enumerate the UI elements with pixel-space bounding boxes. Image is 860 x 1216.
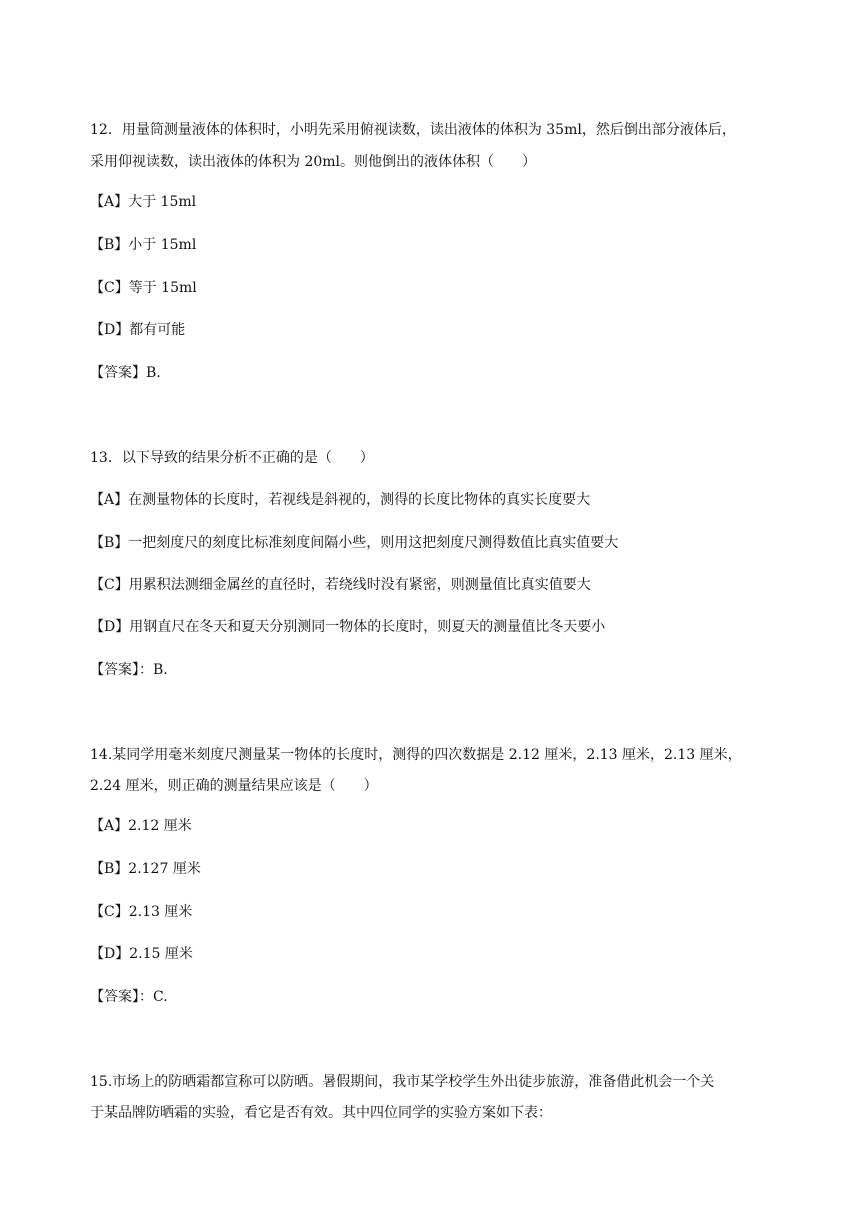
q14-option-b: 【B】2.127 厘米 [90, 861, 201, 877]
q14-stem-line-2: 2.24 厘米，则正确的测量结果应该是（ ） [90, 778, 378, 794]
q15-stem-line-2: 于某品牌防晒霜的实验，看它是否有效。其中四位同学的实验方案如下表： [90, 1105, 552, 1121]
q12-option-b: 【B】小于 15ml [90, 237, 197, 253]
q13-stem-line-1: 13．以下导致的结果分析不正确的是（ ） [90, 450, 374, 466]
q12-stem-line-1: 12．用量筒测量液体的体积时，小明先采用俯视读数，读出液体的体积为 35ml，然后倒出部分液体后， [90, 122, 736, 138]
q13-answer: 【答案】：B. [90, 662, 168, 678]
q12-option-d: 【D】都有可能 [90, 322, 186, 338]
q14-option-d: 【D】2.15 厘米 [90, 946, 193, 962]
q14-option-a: 【A】2.12 厘米 [90, 818, 192, 834]
q12-stem-line-2: 采用仰视读数，读出液体的体积为 20ml。则他倒出的液体体积（ ） [90, 154, 537, 170]
q14-answer: 【答案】：C. [90, 989, 168, 1005]
q13-option-b: 【B】一把刻度尺的刻度比标准刻度间隔小些，则用这把刻度尺测得数值比真实值要大 [90, 535, 619, 551]
q14-option-c: 【C】2.13 厘米 [90, 904, 193, 920]
q13-option-a: 【A】在测量物体的长度时，若视线是斜视的，测得的长度比物体的真实长度要大 [90, 492, 591, 508]
q13-option-c: 【C】用累积法测细金属丝的直径时，若绕线时没有紧密，则测量值比真实值要大 [90, 577, 591, 593]
q12-option-a: 【A】大于 15ml [90, 194, 197, 210]
q12-option-c: 【C】等于 15ml [90, 280, 197, 296]
q13-option-d: 【D】用钢直尺在冬天和夏天分别测同一物体的长度时，则夏天的测量值比冬天要小 [90, 619, 606, 635]
q14-stem-line-1: 14.某同学用毫米刻度尺测量某一物体的长度时，测得的四次数据是 2.12 厘米，2.13 厘米，2.13 厘米， [90, 747, 742, 763]
q12-answer: 【答案】B. [90, 365, 161, 381]
q15-stem-line-1: 15.市场上的防晒霜都宣称可以防晒。暑假期间，我市某学校学生外出徒步旅游，准备借此机会一个关 [90, 1074, 715, 1090]
